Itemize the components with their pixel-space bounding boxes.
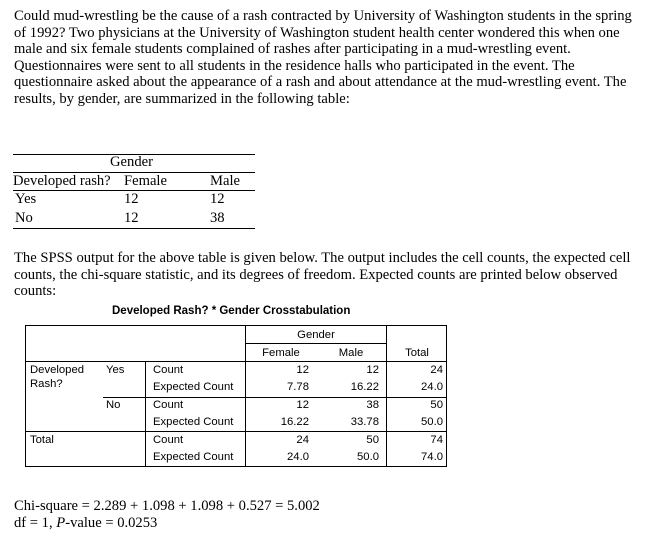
total-female-count: 24 — [296, 434, 309, 446]
crosstab-bottom-border — [25, 466, 447, 467]
row-yes-male: 12 — [210, 191, 225, 207]
yes-female-expected: 7.78 — [287, 381, 309, 393]
column-male-header: Male — [210, 173, 240, 189]
gender-header: Gender — [110, 154, 153, 170]
yes-male-expected: 16.22 — [350, 381, 379, 393]
row-yes-label: Yes — [15, 191, 37, 207]
female-header-cell: Female — [262, 347, 300, 359]
grand-total-count: 74 — [430, 434, 443, 446]
no-female-count: 12 — [296, 399, 309, 411]
yes-count-label: Count — [153, 364, 184, 376]
yes-female-count: 12 — [296, 364, 309, 376]
total-male-expected: 50.0 — [357, 451, 379, 463]
no-count-label: Count — [153, 399, 184, 411]
row-yes-female: 12 — [124, 191, 139, 207]
total-row-label: Total — [30, 434, 54, 446]
chi-square-line: Chi-square = 2.289 + 1.098 + 1.098 + 0.527 = 5.002 — [14, 498, 320, 514]
male-header-cell: Male — [338, 347, 364, 359]
no-expected-label: Expected Count — [153, 416, 234, 428]
row-no-label: No — [15, 210, 33, 226]
header-bottom-rule — [25, 361, 447, 362]
no-total-expected: 50.0 — [421, 416, 443, 428]
total-male-count: 50 — [366, 434, 379, 446]
row-no-female: 12 — [124, 210, 139, 226]
df-prefix: df = 1, — [14, 515, 57, 531]
total-count-label: Count — [153, 434, 184, 446]
row-label-header: Developed rash? — [13, 173, 111, 189]
crosstab-table — [25, 325, 447, 467]
yes-expected-label: Expected Count — [153, 381, 234, 393]
crosstab-title: Developed Rash? * Gender Crosstabulation — [112, 305, 351, 317]
row-var-line2: Rash? — [30, 378, 63, 390]
total-expected-label: Expected Count — [153, 451, 234, 463]
column-female-header: Female — [124, 173, 167, 189]
gender-sub-rule — [245, 343, 386, 344]
yes-label: Yes — [106, 364, 125, 376]
grand-total-expected: 74.0 — [421, 451, 443, 463]
df-pvalue-line — [14, 515, 157, 532]
yes-total-expected: 24.0 — [421, 381, 443, 393]
crosstab-left-border — [25, 325, 26, 467]
total-female-expected: 24.0 — [287, 451, 309, 463]
gender-header-cell: Gender — [297, 329, 335, 341]
no-label: No — [106, 399, 121, 411]
no-male-count: 38 — [366, 399, 379, 411]
yes-total-count: 24 — [430, 364, 443, 376]
p-italic: P — [56, 515, 66, 531]
category-divider — [145, 361, 146, 431]
spss-intro-paragraph: The SPSS output for the above table is given below. The output includes the cell counts, the expected cell counts, the chi-square statistic, and its degrees of freedom. Expected counts are printed below observed counts: — [14, 250, 631, 300]
total-header-cell: Total — [405, 347, 429, 359]
pvalue-suffix: -value = 0.0253 — [65, 515, 158, 531]
total-rule — [25, 431, 447, 432]
crosstab-top-border — [25, 325, 447, 326]
intro-paragraph: Could mud-wrestling be the cause of a rash contracted by University of Washington students in the spring of 1992? Two physicians at the University of Washington student health center wondered this when one male and six female students complained of rashes after participating in a mud-wrestling event. Questionnaires were sent to all students in the residence halls who participated in the event. The questionnaire asked about the appearance of a rash and about attendance at the mud-wrestling event. The results, by gender, are summarized in the following table: — [14, 8, 632, 107]
no-male-expected: 33.78 — [350, 416, 379, 428]
row-no-male: 38 — [210, 210, 225, 226]
yes-male-count: 12 — [366, 364, 379, 376]
no-female-expected: 16.22 — [280, 416, 309, 428]
row-var-line1: Developed — [30, 364, 85, 376]
no-total-count: 50 — [430, 399, 443, 411]
table-bottom-rule — [13, 228, 255, 229]
category-divider-total — [145, 431, 146, 467]
